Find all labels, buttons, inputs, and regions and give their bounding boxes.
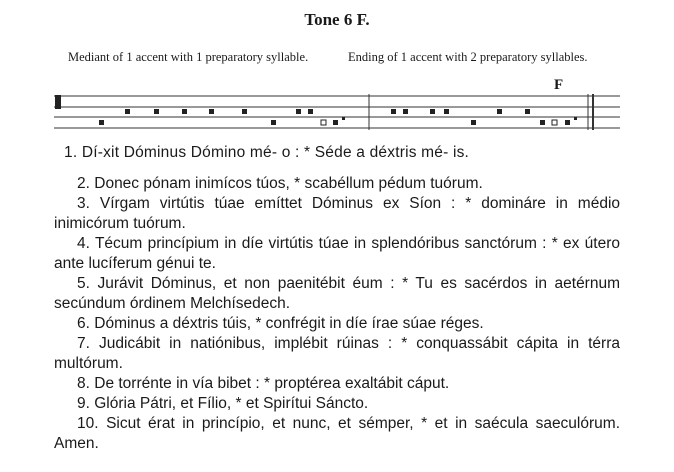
psalm-verses xyxy=(54,143,620,454)
neume xyxy=(403,109,408,114)
neume xyxy=(154,109,159,114)
verse-text: De torrénte in vía bibet : * proptérea exaltábit cáput. xyxy=(94,375,450,392)
neume xyxy=(333,120,338,125)
neume xyxy=(271,120,276,125)
chant-staff xyxy=(0,90,674,140)
verse-2 xyxy=(54,174,620,194)
neume xyxy=(182,109,187,114)
verse-text: Glória Pátri, et Fílio, * et Spirítui Sáncto. xyxy=(94,395,369,412)
neume xyxy=(342,117,345,120)
verse-number: 8. xyxy=(77,375,90,392)
verse-3 xyxy=(54,194,620,234)
verse-number: 9. xyxy=(77,395,90,412)
verse-9 xyxy=(54,394,620,414)
neume xyxy=(209,109,214,114)
neume xyxy=(525,109,530,114)
final-label: F xyxy=(554,77,564,93)
neume xyxy=(471,120,476,125)
neume xyxy=(444,109,449,114)
verse-5 xyxy=(54,274,620,314)
verse-text: Jurávit Dóminus, et non paenitébit éum : * Tu es sacérdos in aetérnum secúndum órdinem Melchísedech. xyxy=(54,275,620,312)
verse-number: 3. xyxy=(77,195,90,212)
neume xyxy=(574,117,577,120)
neume xyxy=(565,120,570,125)
verse-number: 1. xyxy=(64,144,78,161)
neume xyxy=(296,109,301,114)
neume xyxy=(308,109,313,114)
verse-number: 10. xyxy=(77,415,99,432)
c-clef xyxy=(55,95,61,109)
verse-text: Dóminus a déxtris túis, * confrégit in díe írae súae réges. xyxy=(94,315,484,332)
neume xyxy=(391,109,396,114)
verse-text: Técum princípium in díe virtútis túae in splendóribus sanctórum : * ex útero ante lucíferum génui te. xyxy=(54,235,620,272)
neume xyxy=(242,109,247,114)
neume xyxy=(125,109,130,114)
verse-text: Sicut érat in princípio, et nunc, et sémper, * et in saécula saeculórum. Amen. xyxy=(54,415,620,452)
verse-4 xyxy=(54,234,620,274)
neume xyxy=(99,120,104,125)
verse-7 xyxy=(54,334,620,374)
ending-caption: Ending of 1 accent with 2 preparatory syllables. xyxy=(348,50,588,64)
verse-6 xyxy=(54,314,620,334)
neume xyxy=(497,109,502,114)
mediant-caption: Mediant of 1 accent with 1 preparatory syllable. xyxy=(68,50,309,64)
neume-hollow xyxy=(552,120,557,125)
verse-number: 2. xyxy=(77,175,90,192)
verse-text: Vírgam virtútis túae emíttet Dóminus ex Síon : * domináre in médio inimicórum tuórum. xyxy=(54,195,621,232)
verse-1 xyxy=(54,143,620,163)
verse-number: 5. xyxy=(77,275,90,292)
verse-number: 6. xyxy=(77,315,90,332)
verse-text: Dí-xit Dóminus Dómino mé- o : * Séde a déxtris mé- is. xyxy=(81,144,470,161)
verse-10 xyxy=(54,414,620,454)
verse-number: 7. xyxy=(77,335,90,352)
verse-8 xyxy=(54,374,620,394)
verse-number: 4. xyxy=(77,235,90,252)
verse-text: Donec pónam inimícos túos, * scabéllum pédum tuórum. xyxy=(94,175,483,192)
neume xyxy=(540,120,545,125)
neume-hollow xyxy=(321,120,326,125)
page-title: Tone 6 F. xyxy=(304,10,370,29)
verse-text: Judicábit in natiónibus, implébit rúinas : * conquassábit cápita in térra multórum. xyxy=(54,335,620,372)
neume xyxy=(430,109,435,114)
